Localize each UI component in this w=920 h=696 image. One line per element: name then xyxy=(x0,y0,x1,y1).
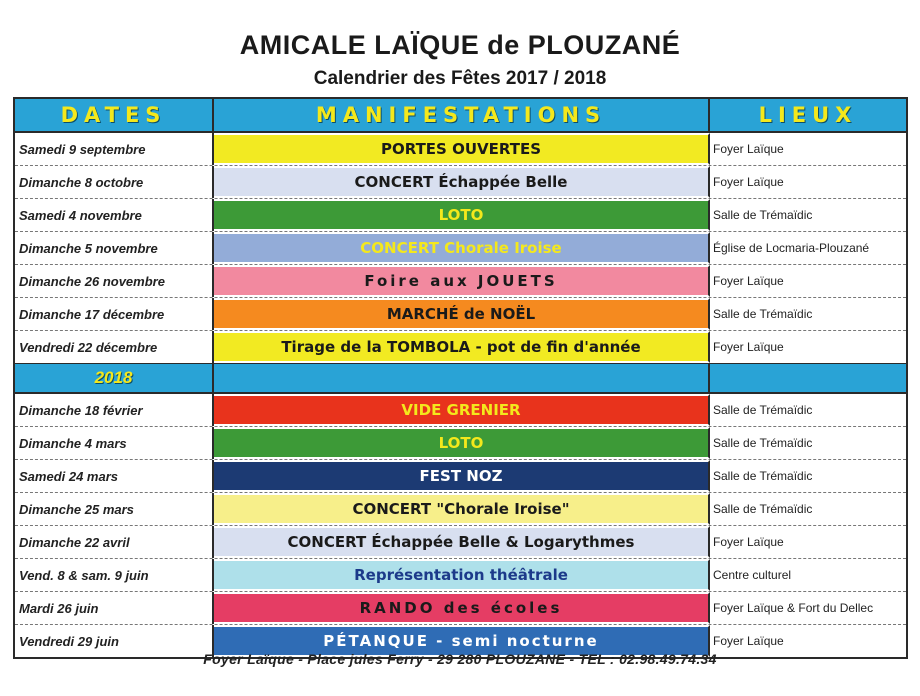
event-place: Salle de Trémaïdic xyxy=(710,394,906,426)
table-row xyxy=(15,394,906,427)
event-name: MARCHÉ de NOËL xyxy=(214,298,710,330)
event-place: Église de Locmaria-Plouzané xyxy=(710,232,906,264)
event-date: Vend. 8 & sam. 9 juin xyxy=(15,559,214,591)
document-title: AMICALE LAÏQUE de PLOUZANÉ xyxy=(239,30,681,60)
event-date: Dimanche 5 novembre xyxy=(15,232,214,264)
section-2018-fill-right xyxy=(710,364,906,392)
event-place: Foyer Laïque & Fort du Dellec xyxy=(710,592,906,624)
header-lieux: LIEUX xyxy=(710,99,906,131)
event-name: CONCERT Échappée Belle xyxy=(214,166,710,198)
table-row xyxy=(15,133,906,166)
table-row xyxy=(15,427,906,460)
event-place: Foyer Laïque xyxy=(710,526,906,558)
event-date: Dimanche 25 mars xyxy=(15,493,214,525)
event-name: CONCERT Chorale Iroise xyxy=(214,232,710,264)
table-row xyxy=(15,166,906,199)
event-name: PORTES OUVERTES xyxy=(214,133,710,165)
table-row xyxy=(15,298,906,331)
table-row xyxy=(15,232,906,265)
section-2018-separator xyxy=(15,363,906,394)
table-row xyxy=(15,526,906,559)
event-date: Dimanche 8 octobre xyxy=(15,166,214,198)
table-row xyxy=(15,331,906,363)
event-place: Foyer Laïque xyxy=(710,625,906,657)
event-name: LOTO xyxy=(214,427,710,459)
table-row xyxy=(15,265,906,298)
event-name: CONCERT Échappée Belle & Logarythmes xyxy=(214,526,710,558)
event-date: Dimanche 26 novembre xyxy=(15,265,214,297)
event-date: Dimanche 17 décembre xyxy=(15,298,214,330)
event-place: Salle de Trémaïdic xyxy=(710,298,906,330)
table-row xyxy=(15,199,906,232)
event-name: VIDE GRENIER xyxy=(214,394,710,426)
event-date: Samedi 9 septembre xyxy=(15,133,214,165)
event-name: RANDO des écoles xyxy=(214,592,710,624)
table-row xyxy=(15,493,906,526)
event-name: Représentation théâtrale xyxy=(214,559,710,591)
table-header xyxy=(15,99,906,133)
event-place: Foyer Laïque xyxy=(710,166,906,198)
header-dates: DATES xyxy=(15,99,214,131)
event-name: Tirage de la TOMBOLA - pot de fin d'année xyxy=(214,331,710,363)
rows-2017 xyxy=(15,133,906,363)
event-name: FEST NOZ xyxy=(214,460,710,492)
event-date: Dimanche 4 mars xyxy=(15,427,214,459)
event-date: Vendredi 22 décembre xyxy=(15,331,214,363)
event-date: Dimanche 22 avril xyxy=(15,526,214,558)
event-place: Centre culturel xyxy=(710,559,906,591)
event-date: Dimanche 18 février xyxy=(15,394,214,426)
event-place: Salle de Trémaïdic xyxy=(710,199,906,231)
footer-contact: Foyer Laïque - Place jules Ferry - 29 280 PLOUZANE - TEL : 02.98.49.74.34 xyxy=(203,651,717,667)
event-name: LOTO xyxy=(214,199,710,231)
rows-2018 xyxy=(15,394,906,657)
event-date: Samedi 24 mars xyxy=(15,460,214,492)
event-place: Foyer Laïque xyxy=(710,331,906,363)
table-row xyxy=(15,559,906,592)
event-place: Salle de Trémaïdic xyxy=(710,427,906,459)
section-2018-label: 2018 xyxy=(15,364,214,392)
event-place: Salle de Trémaïdic xyxy=(710,493,906,525)
event-place: Foyer Laïque xyxy=(710,265,906,297)
event-place: Salle de Trémaïdic xyxy=(710,460,906,492)
calendar-table xyxy=(13,97,908,659)
table-row xyxy=(15,592,906,625)
event-date: Vendredi 29 juin xyxy=(15,625,214,657)
document-subtitle: Calendrier des Fêtes 2017 / 2018 xyxy=(313,68,607,89)
event-name: PÉTANQUE - semi nocturne xyxy=(214,625,710,657)
header-manifestations: MANIFESTATIONS xyxy=(214,99,710,131)
event-date: Mardi 26 juin xyxy=(15,592,214,624)
section-2018-fill xyxy=(214,364,710,392)
event-date: Samedi 4 novembre xyxy=(15,199,214,231)
event-name: CONCERT "Chorale Iroise" xyxy=(214,493,710,525)
table-row xyxy=(15,460,906,493)
event-name: Foire aux JOUETS xyxy=(214,265,710,297)
event-place: Foyer Laïque xyxy=(710,133,906,165)
